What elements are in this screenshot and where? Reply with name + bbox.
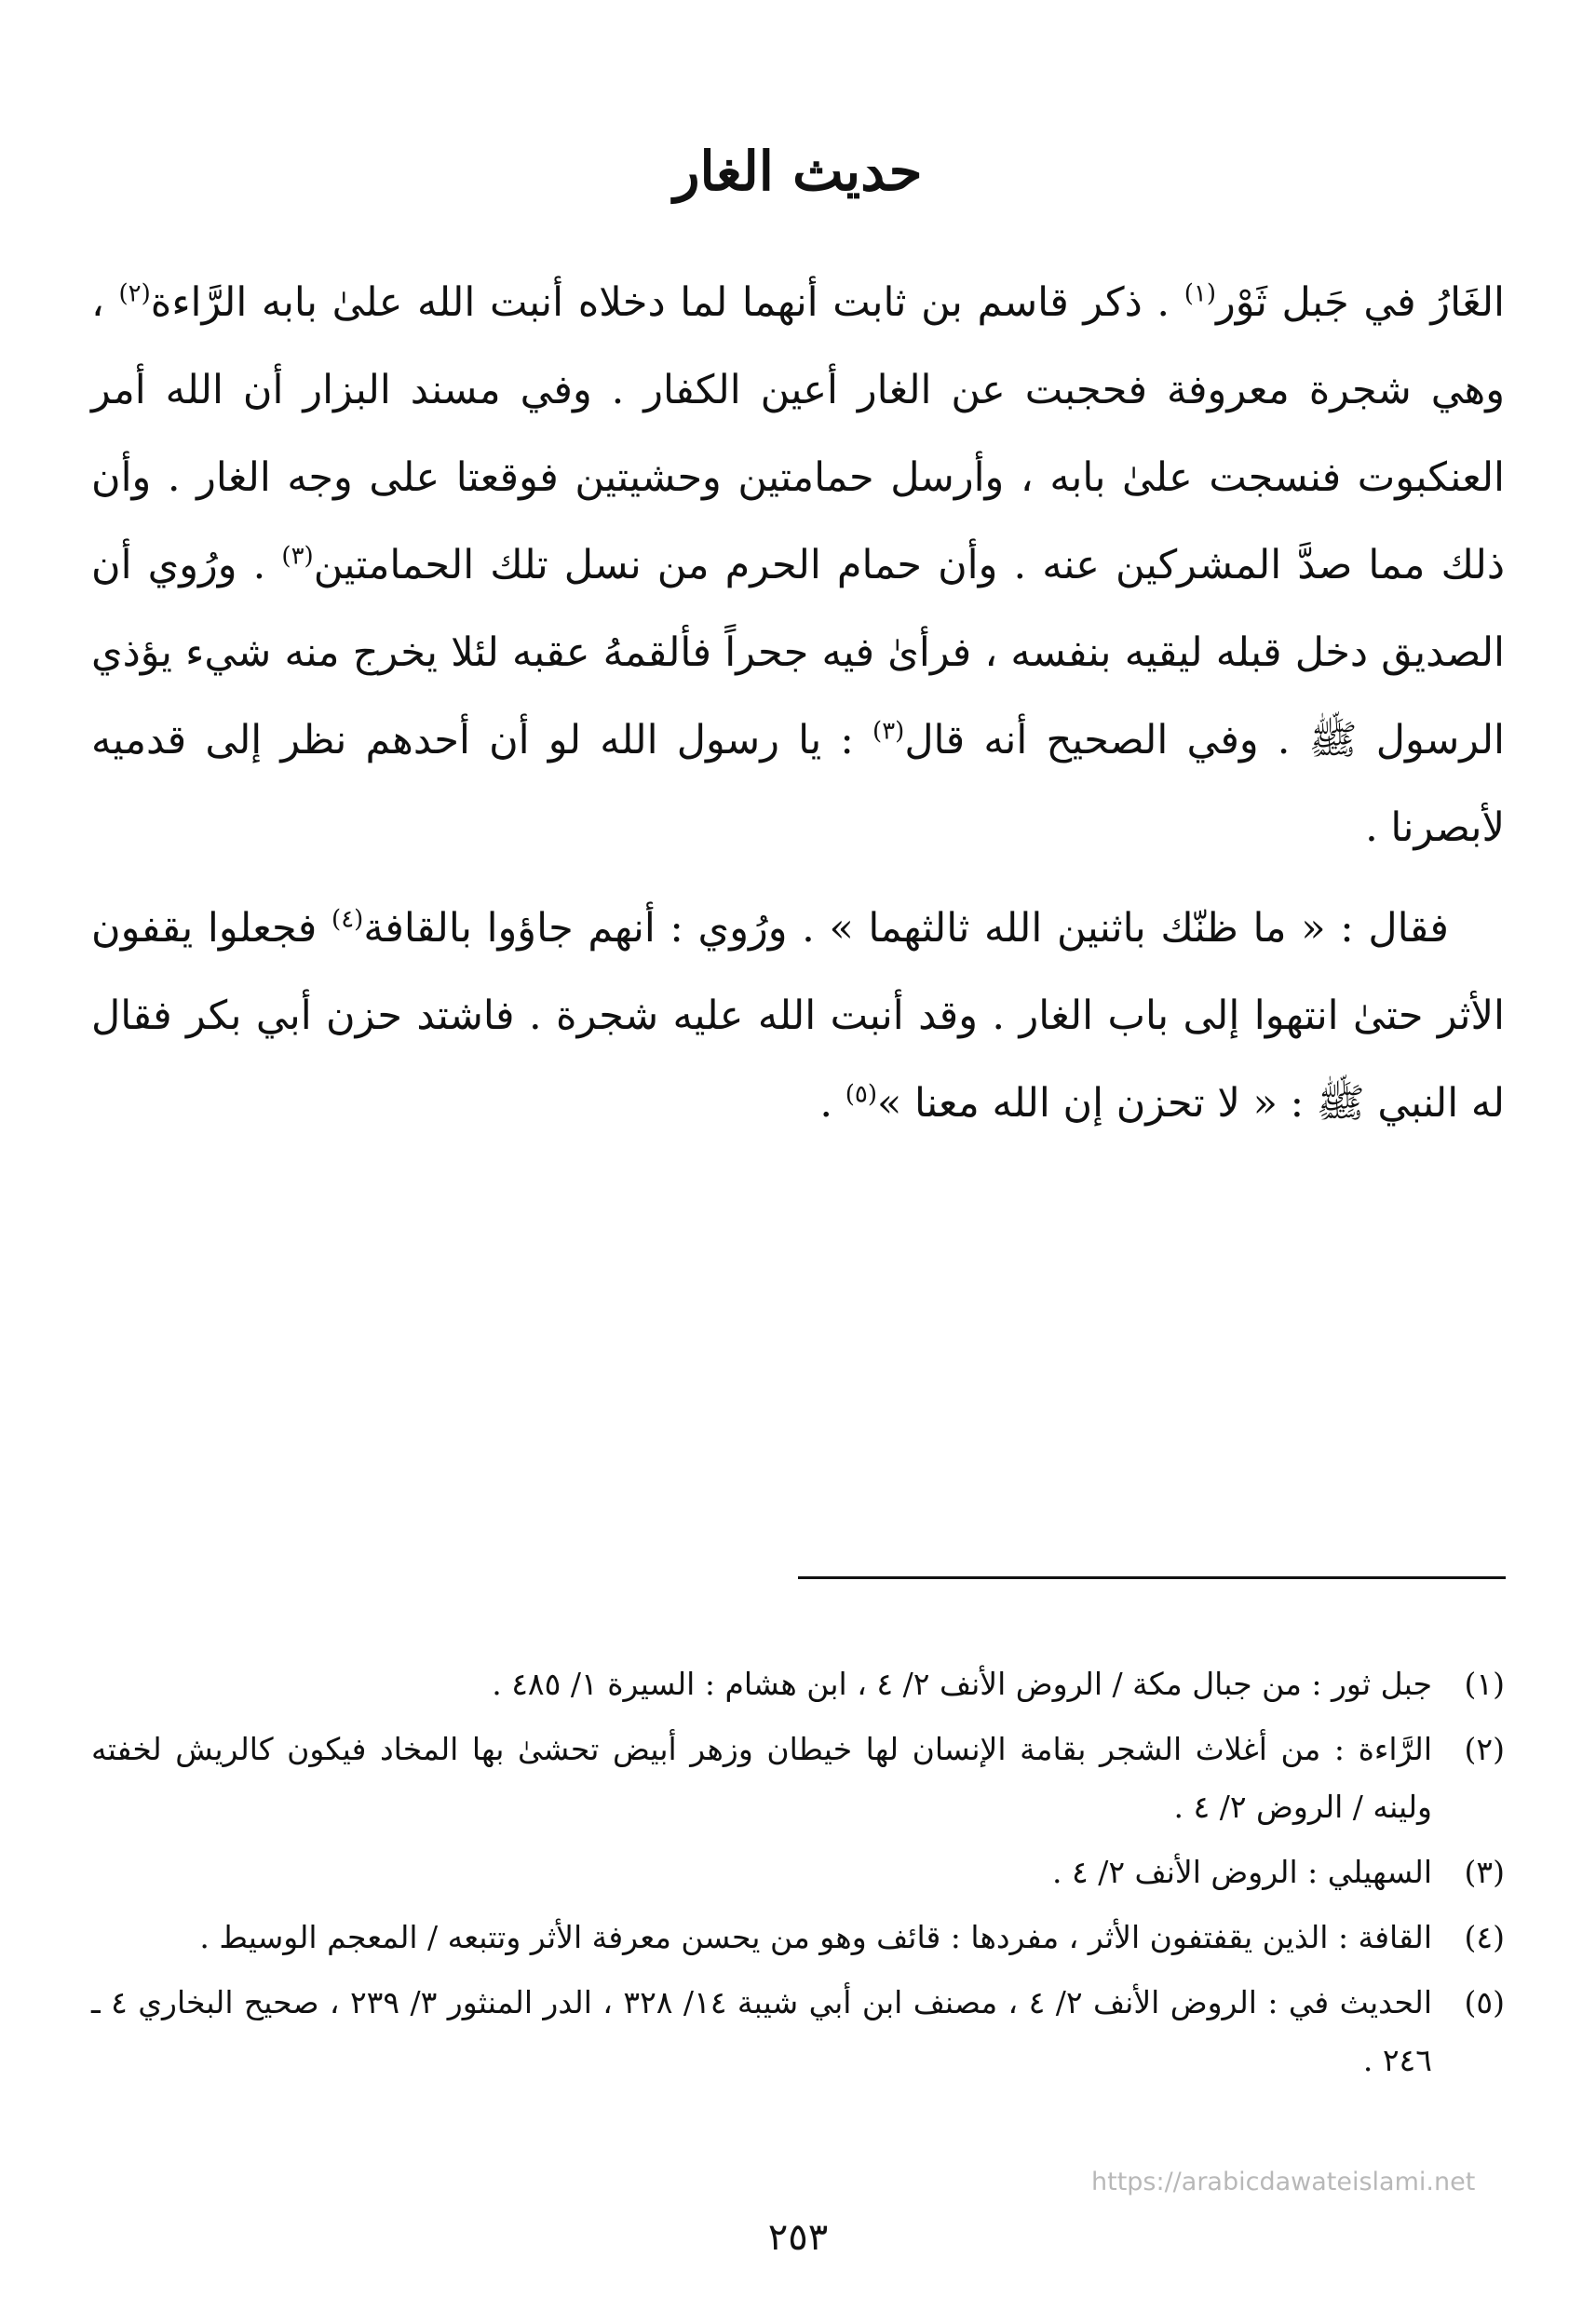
footnote-number: (٣) bbox=[1464, 1854, 1505, 1890]
footnote-number: (٤) bbox=[1464, 1919, 1505, 1955]
main-text bbox=[91, 259, 1505, 1147]
footnote-5 bbox=[91, 1974, 1505, 2089]
paragraph-1 bbox=[91, 259, 1505, 872]
paragraph-2-text-2: فجعلوا يقفون الأثر حتىٰ انتهوا إلى باب الغار . وقد أنبت الله عليه شجرة . فاشتد حزن أبي بكر فقال له النبي ﷺ : « لا تحزن إن الله معنا » bbox=[91, 905, 1505, 1127]
page-number: ٢٥٣ bbox=[767, 2216, 829, 2259]
paragraph-1-text-5: : يا رسول الله لو أن أحدهم نظر إلى قدميه لأبصرنا . bbox=[91, 717, 1505, 851]
footnote-3 bbox=[91, 1844, 1505, 1901]
paragraph-1-text-2: . ذكر قاسم بن ثابت أنهما لما دخلاه أنبت الله علىٰ بابه الرَّاءة bbox=[150, 279, 1184, 326]
footnote-text: الرَّاءة : من أغلاث الشجر بقامة الإنسان لها خيطان وزهر أبيض تحشىٰ بها المخاد فيكون كالريش لخفته ولينه / الروض ٢/ ٤ . bbox=[91, 1731, 1432, 1825]
paragraph-1-text-1: الغَارُ في جَبل ثَوْر bbox=[1215, 279, 1505, 326]
footnote-ref-2: (٢) bbox=[118, 279, 151, 308]
footnote-text: الحديث في : الروض الأنف ٢/ ٤ ، مصنف ابن أبي شيبة ١٤/ ٣٢٨ ، الدر المنثور ٣/ ٢٣٩ ، صحيح البخاري ٤ ـ ٢٤٦ . bbox=[91, 1984, 1433, 2078]
footnote-4 bbox=[91, 1909, 1505, 1966]
footnotes bbox=[91, 1655, 1505, 2097]
footnote-number: (١) bbox=[1464, 1666, 1505, 1702]
footnote-ref-5: (٥) bbox=[845, 1080, 877, 1109]
footnote-ref-3: (٣) bbox=[281, 542, 314, 571]
watermark-url: https://arabicdawateislami.net bbox=[1091, 2168, 1476, 2196]
footnote-2 bbox=[91, 1721, 1505, 1836]
paragraph-1-text-4: . ورُوي أن الصديق دخل قبله ليقيه بنفسه ، فرأىٰ فيه جحراً فألقمهُ عقبه لئلا يخرج منه شيء يؤذي الرسول ﷺ . وفي الصحيح أنه قال bbox=[91, 542, 1505, 763]
footnote-number: (٢) bbox=[1464, 1731, 1505, 1767]
footnote-ref-1: (١) bbox=[1183, 279, 1216, 308]
footnote-text: السهيلي : الروض الأنف ٢/ ٤ . bbox=[1052, 1854, 1432, 1890]
paragraph-1-text-3: ، وهي شجرة معروفة فحجبت عن الغار أعين الكفار . وفي مسند البزار أن الله أمر العنكبوت فنسجت علىٰ بابه ، وأرسل حمامتين وحشيتين فوقعتا على وجه الغار . وأن ذلك مما صدَّ المشركين عنه . وأن حمام الحرم من نسل تلك الحمامتين bbox=[91, 279, 1505, 588]
footnote-separator bbox=[798, 1576, 1506, 1579]
paragraph-2-text-1: فقال : « ما ظنّك باثنين الله ثالثهما » . ورُوي : أنهم جاؤوا بالقافة bbox=[363, 905, 1449, 952]
footnote-number: (٥) bbox=[1464, 1984, 1505, 2020]
footnote-text: القافة : الذين يقفتفون الأثر ، مفردها : قائف وهو من يحسن معرفة الأثر وتتبعه / المعجم الوسيط . bbox=[199, 1919, 1432, 1955]
page-title: حديث الغار bbox=[673, 140, 923, 203]
footnote-ref-3b: (٣) bbox=[872, 717, 905, 746]
footnote-ref-4: (٤) bbox=[331, 905, 364, 934]
footnote-1 bbox=[91, 1655, 1505, 1713]
footnote-text: جبل ثور : من جبال مكة / الروض الأنف ٢/ ٤ ، ابن هشام : السيرة ١/ ٤٨٥ . bbox=[492, 1666, 1432, 1702]
paragraph-2-text-3: . bbox=[819, 1080, 845, 1127]
paragraph-2 bbox=[91, 885, 1505, 1147]
